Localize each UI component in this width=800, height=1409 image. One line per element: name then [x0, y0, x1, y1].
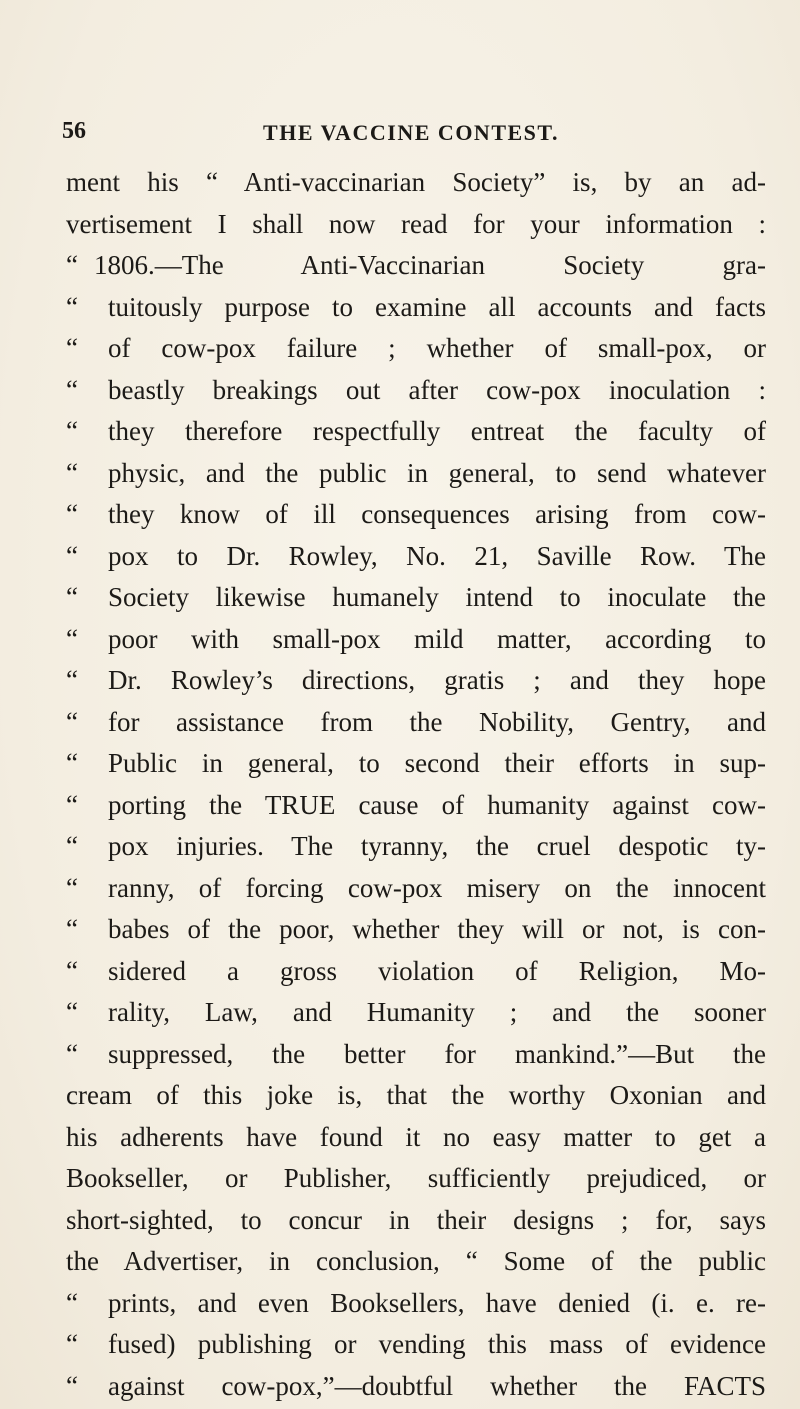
text-line: “ 1806.—The Anti-Vaccinarian Society gra- — [66, 245, 766, 287]
text-line: “ prints, and even Booksellers, have denied (i. e. re- — [66, 1283, 766, 1325]
text-line: “ pox to Dr. Rowley, No. 21, Saville Row. The — [66, 536, 766, 578]
text-line: “ sidered a gross violation of Religion, Mo- — [66, 951, 766, 993]
text-line: “ fused) publishing or vending this mass of evidence — [66, 1324, 766, 1366]
text-line: “ Dr. Rowley’s directions, gratis ; and they hope — [66, 660, 766, 702]
page-header — [62, 118, 760, 152]
text-line: “ Public in general, to second their efforts in sup- — [66, 743, 766, 785]
text-line: “ of cow-pox failure ; whether of small-pox, or — [66, 328, 766, 370]
text-line: the Advertiser, in conclusion, “ Some of the public — [66, 1246, 766, 1276]
text-line: “ rality, Law, and Humanity ; and the sooner — [66, 992, 766, 1034]
text-line: short-sighted, to concur in their designs ; for, says — [66, 1204, 766, 1235]
text-line: “ Society likewise humanely intend to inoculate the — [66, 577, 766, 619]
text-line: cream of this joke is, that the worthy Oxonian and — [66, 1080, 766, 1110]
text-line: “ pox injuries. The tyranny, the cruel despotic ty- — [66, 826, 766, 868]
text-line: “ for assistance from the Nobility, Gentry, and — [66, 702, 766, 744]
text-line: “ poor with small-pox mild matter, according to — [66, 619, 766, 661]
text-line: vertisement I shall now read for your information : — [66, 208, 766, 239]
text-line: “ babes of the poor, whether they will or not, is con- — [66, 909, 766, 951]
text-line: “ physic, and the public in general, to send whatever — [66, 453, 766, 495]
body-text — [66, 162, 766, 1407]
text-line: “ suppressed, the better for mankind.”—But the — [66, 1034, 766, 1076]
text-line: “ against cow-pox,”—doubtful whether the FACTS — [66, 1366, 766, 1408]
text-line: “ tuitously purpose to examine all accounts and facts — [66, 287, 766, 329]
text-line: his adherents have found it no easy matter to get a — [66, 1121, 766, 1152]
text-line: “ they know of ill consequences arising from cow- — [66, 494, 766, 536]
text-line: Bookseller, or Publisher, sufficiently prejudiced, or — [66, 1163, 766, 1193]
running-head: THE VACCINE CONTEST. — [263, 120, 559, 145]
text-line: “ they therefore respectfully entreat the faculty of — [66, 411, 766, 453]
page-number: 56 — [62, 118, 86, 144]
text-line: “ porting the TRUE cause of humanity against cow- — [66, 785, 766, 827]
text-line: ment his “ Anti-vaccinarian Society” is, by an ad- — [66, 167, 766, 197]
text-line: “ beastly breakings out after cow-pox inoculation : — [66, 370, 766, 412]
text-line: “ ranny, of forcing cow-pox misery on the innocent — [66, 868, 766, 910]
